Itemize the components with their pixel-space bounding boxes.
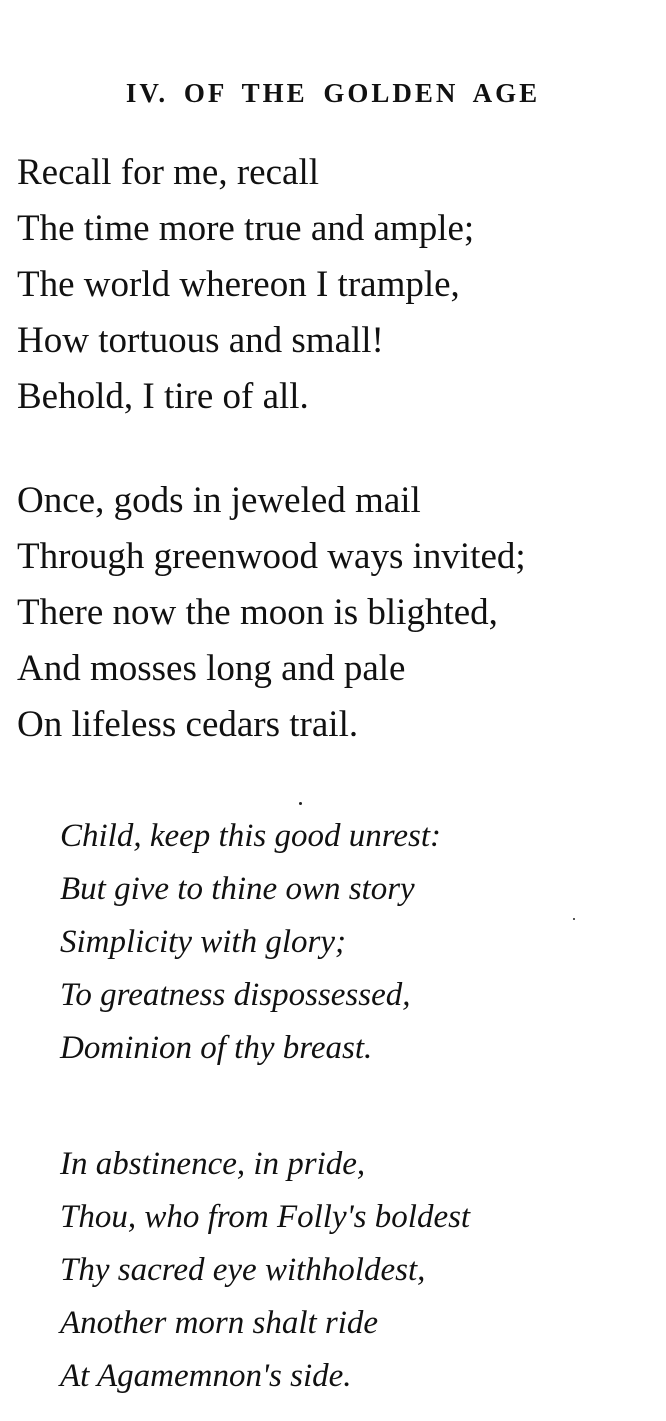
poem-line: Through greenwood ways invited; <box>17 536 526 577</box>
stanza-4 <box>60 1138 470 1403</box>
poem-line: How tortuous and small! <box>17 320 384 361</box>
ink-speck <box>573 918 575 920</box>
poem-line: Dominion of thy breast. <box>60 1030 373 1066</box>
poem-line: Thou, who from Folly's boldest <box>60 1199 471 1235</box>
poem-line: Thy sacred eye withholdest, <box>60 1252 426 1288</box>
stanza-2 <box>17 473 526 753</box>
poem-line: In abstinence, in pride, <box>60 1146 366 1182</box>
poem-line: The world whereon I trample, <box>17 264 460 305</box>
poem-line: There now the moon is blighted, <box>17 592 498 633</box>
poem-line: Child, keep this good unrest: <box>60 818 441 854</box>
poem-line: At Agamemnon's side. <box>60 1358 352 1394</box>
poem-line: The time more true and ample; <box>17 208 475 249</box>
stanza-1 <box>17 145 474 425</box>
ink-speck <box>299 802 302 805</box>
poem-line: To greatness dispossessed, <box>60 977 411 1013</box>
stanza-3 <box>60 810 441 1075</box>
poem-line: On lifeless cedars trail. <box>17 704 359 745</box>
poem-line: Another morn shalt ride <box>60 1305 379 1341</box>
poem-line: Behold, I tire of all. <box>17 376 309 417</box>
poem-heading: IV. OF THE GOLDEN AGE <box>125 78 541 108</box>
poem-line: And mosses long and pale <box>17 648 406 689</box>
poem-line: But give to thine own story <box>60 871 415 907</box>
poem-line: Recall for me, recall <box>17 152 319 193</box>
poem-line: Simplicity with glory; <box>60 924 346 960</box>
poem-line: Once, gods in jeweled mail <box>17 480 421 521</box>
